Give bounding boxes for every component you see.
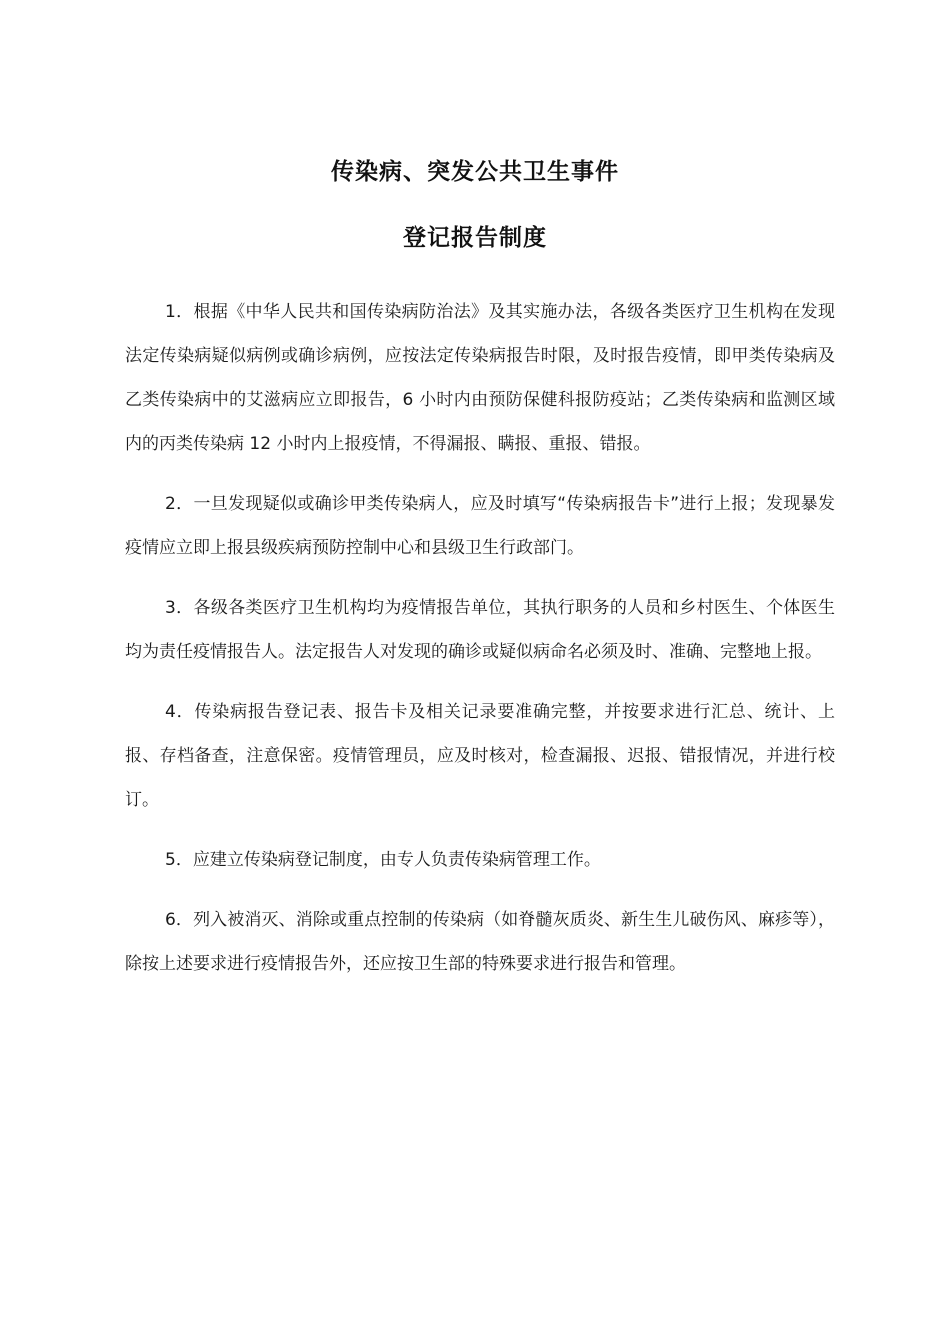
paragraph-1 (125, 290, 835, 466)
paragraph-number: 4． (165, 702, 195, 722)
paragraph-number: 1． (165, 302, 194, 322)
paragraph-text: 应建立传染病登记制度，由专人负责传染病管理工作。 (192, 850, 601, 870)
paragraph-number: 5． (165, 850, 193, 870)
paragraph-text: 传染病报告登记表、报告卡及相关记录要准确完整，并按要求进行汇总、统计、上报、存档备查，注意保密。疫情管理员，应及时核对，检查漏报、迟报、错报情况，并进行校订。 (125, 702, 835, 810)
paragraph-text: 各级各类医疗卫生机构均为疫情报告单位，其执行职务的人员和乡村医生、个体医生均为责任疫情报告人。法定报告人对发现的确诊或疑似病命名必须及时、准确、完整地上报。 (125, 598, 835, 662)
paragraph-text: 一旦发现疑似或确诊甲类传染病人，应及时填写“传染病报告卡”进行上报；发现暴发疫情应立即上报县级疾病预防控制中心和县级卫生行政部门。 (125, 494, 835, 558)
paragraph-6 (125, 898, 835, 986)
paragraph-number: 3． (165, 598, 194, 618)
paragraph-text: 列入被消灭、消除或重点控制的传染病（如脊髓灰质炎、新生生儿破伤风、麻疹等），除按上述要求进行疫情报告外，还应按卫生部的特殊要求进行报告和管理。 (125, 910, 835, 974)
document-body (125, 290, 835, 1002)
paragraph-3 (125, 586, 835, 674)
paragraph-text: 根据《中华人民共和国传染病防治法》及其实施办法，各级各类医疗卫生机构在发现法定传染病疑似病例或确诊病例，应按法定传染病报告时限，及时报告疫情，即甲类传染病及乙类传染病中的艾滋病应立即报告，6 小时内由预防保健科报防疫站；乙类传染病和监测区域内的丙类传染病 12 小时内上报疫情，不得漏报、瞒报、重报、错报。 (125, 302, 835, 454)
paragraph-2 (125, 482, 835, 570)
paragraph-5 (125, 838, 835, 882)
paragraph-4 (125, 690, 835, 822)
paragraph-number: 2． (165, 494, 194, 514)
document-title-line-1: 传染病、突发公共卫生事件 (331, 159, 619, 185)
document-title-line-2: 登记报告制度 (403, 225, 547, 251)
paragraph-number: 6． (165, 910, 194, 930)
